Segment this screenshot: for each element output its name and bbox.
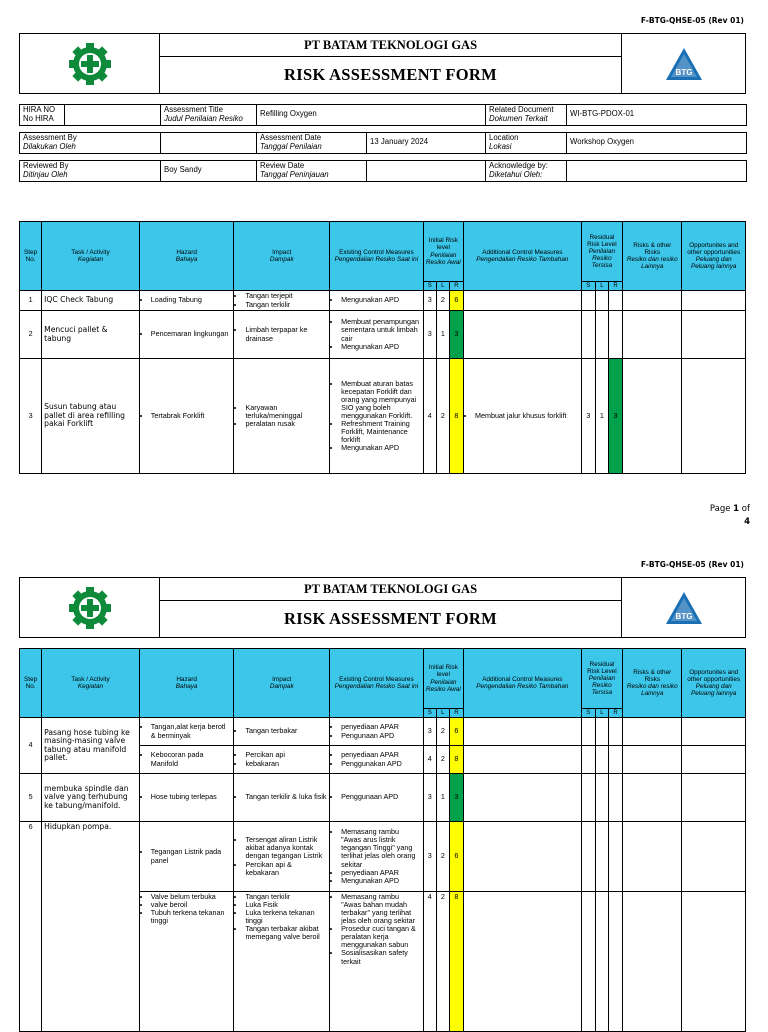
location-label: Location (489, 132, 519, 142)
col-step: Step No. (20, 222, 42, 291)
location-value: Workshop Oxygen (567, 132, 747, 153)
existing-list-item: • Pengunaan APD (341, 732, 421, 740)
col-impact: Impact Dampak (234, 222, 330, 291)
existing-list-item: • Mengunakan APD (341, 343, 421, 351)
step-no: 6 (20, 822, 42, 1032)
assessment-info (19, 104, 747, 182)
col-residual: Residual Risk Level Penilaian Resiko Tersisa (581, 222, 622, 282)
opportunities-cell (682, 746, 746, 774)
score-s: 4 (423, 746, 436, 774)
step-no: 3 (20, 359, 42, 474)
company-name-2: PT BATAM TEKNOLOGI GAS (160, 578, 621, 601)
residual-r (608, 718, 622, 746)
col-risks: Risks & other Risks Resiko dan resiko Lainnya (623, 222, 682, 291)
col-step: Step No. (20, 649, 42, 718)
score-l: 2 (436, 822, 449, 892)
impact-list-item: • kebakaran (245, 760, 327, 768)
impact-list-item: • Tangan terkilir (245, 301, 327, 309)
location-label-id: Lokasi (489, 141, 512, 151)
residual-r (608, 311, 622, 359)
table-row (20, 359, 746, 474)
btg-logo-2 (621, 578, 745, 637)
opportunities-cell (682, 311, 746, 359)
review-date-value (367, 160, 486, 181)
score-s: 3 (423, 822, 436, 892)
reviewed-by-label: Reviewed By (23, 160, 69, 170)
impact-list (236, 793, 327, 801)
opportunities-cell (682, 291, 746, 311)
risks-cell (623, 774, 682, 822)
hazard-list (142, 751, 232, 767)
residual-s (581, 892, 595, 1032)
residual-l (595, 774, 608, 822)
impact-list (236, 751, 327, 767)
risks-cell (623, 746, 682, 774)
hira-label: HIRA NO (23, 105, 56, 114)
col-task: Task / Activity Kegiatan (42, 222, 140, 291)
additional-cell (463, 892, 581, 1032)
col-rl: L (595, 709, 608, 718)
score-r: 3 (449, 311, 463, 359)
btg-logo-text-2: BTG (675, 611, 692, 621)
impact-list-item: • Percikan api (245, 751, 327, 759)
col-additional: Additional Control Measures Pengendalian Resiko Tambahan (463, 649, 581, 718)
residual-s (581, 291, 595, 311)
title-label: Assessment Title (164, 105, 223, 114)
existing-list-item: • Mengunakan APD (341, 444, 421, 452)
table-row (20, 311, 746, 359)
additional-list-item: • Membuat jalur khusus forklift (475, 412, 579, 420)
existing-list (332, 723, 421, 739)
opportunities-cell (682, 774, 746, 822)
impact-list-item: • Limbah terpapar ke drainase (245, 326, 327, 342)
date-label: Assessment Date (260, 132, 322, 142)
hazard-list-item: • Kebocoran pada Manifold (151, 751, 232, 767)
additional-cell (463, 746, 581, 774)
col-task: Task / Activity Kegiatan (42, 649, 140, 718)
acknowledge-value (567, 160, 747, 181)
form-header-2 (19, 577, 746, 638)
additional-cell (463, 718, 581, 746)
risks-cell (623, 311, 682, 359)
score-r: 8 (449, 359, 463, 474)
page-total: 4 (744, 516, 750, 527)
residual-s (581, 774, 595, 822)
hazard-list (142, 412, 232, 420)
page-number-1 (710, 503, 750, 529)
hazard-list-item: • Valve belum terbuka (151, 893, 232, 901)
col-r: R (449, 709, 463, 718)
residual-l (595, 746, 608, 774)
existing-list-item: • Mengunakan APD (341, 296, 421, 304)
score-s: 3 (423, 718, 436, 746)
existing-list-item: • Membuat penampungan sementara untuk limbah cair (341, 318, 421, 342)
impact-list-item: • Tersengat aliran Listrik akibat adanya kontak dengan tegangan Listrik (245, 836, 327, 860)
doc-label: Related Document (489, 105, 554, 114)
score-r: 8 (449, 892, 463, 1032)
existing-list (332, 893, 421, 966)
table-row (20, 291, 746, 311)
step-no: 1 (20, 291, 42, 311)
company-logo (20, 34, 160, 93)
step-no: 5 (20, 774, 42, 822)
score-l: 2 (436, 718, 449, 746)
existing-list (332, 793, 421, 801)
additional-list (466, 412, 579, 420)
assessed-by-value (161, 132, 257, 153)
form-header (19, 33, 746, 94)
existing-list-item: • Sosialisasikan safety terkait (341, 949, 421, 965)
col-rs: S (581, 282, 595, 291)
residual-r (608, 291, 622, 311)
reviewed-by-label-id: Ditinjau Oleh (23, 169, 68, 179)
score-l: 2 (436, 746, 449, 774)
residual-s (581, 311, 595, 359)
residual-s (581, 718, 595, 746)
residual-l (595, 892, 608, 1032)
score-l: 1 (436, 774, 449, 822)
residual-l: 1 (595, 359, 608, 474)
existing-list-item: • penyediaan APAR (341, 869, 421, 877)
col-initial: Initial Risk level Penilaian Resiko Awal (423, 222, 463, 282)
score-s: 4 (423, 892, 436, 1032)
btg-logo-text: BTG (675, 67, 692, 77)
col-rs: S (581, 709, 595, 718)
hira-label-id: No HIRA (23, 113, 54, 123)
residual-s (581, 746, 595, 774)
risks-cell (623, 359, 682, 474)
score-l: 2 (436, 892, 449, 1032)
impact-list (236, 727, 327, 735)
score-s: 4 (423, 359, 436, 474)
col-impact: Impact Dampak (234, 649, 330, 718)
task-cell: IQC Check Tabung (42, 291, 140, 311)
impact-list-item: • Percikan api & kebakaran (245, 861, 327, 877)
task-cell: Hidupkan pompa. (42, 822, 140, 1032)
impact-list-item: • Tangan terbakar (245, 727, 327, 735)
table-row (20, 822, 746, 892)
btg-logo (621, 34, 745, 93)
impact-list-item: • Tangan terbakar akibat memegang valve beroil (245, 925, 327, 941)
impact-list-item: • Luka Fisik (245, 901, 327, 909)
score-r: 6 (449, 718, 463, 746)
existing-list-item: • penyediaan APAR (341, 751, 421, 759)
hazard-list (142, 330, 232, 338)
residual-r: 3 (608, 359, 622, 474)
safety-gear-icon (66, 584, 114, 632)
hazard-list-item: • Hose tubing terlepas (151, 793, 232, 801)
impact-list (236, 836, 327, 876)
hazard-list-item: • Tubuh terkena tekanan tinggi (151, 909, 232, 925)
form-code-2: F-BTG-QHSE-05 (Rev 01) (640, 560, 744, 569)
table-row (20, 774, 746, 822)
hazard-list-item: • valve beroil (151, 901, 232, 909)
impact-list-item: • Luka terkena tekanan tinggi (245, 909, 327, 925)
assessed-by-label: Assessment By (23, 132, 77, 142)
impact-list (236, 326, 327, 342)
acknowledge-label: Acknowledge by: (489, 160, 548, 170)
residual-l (595, 718, 608, 746)
risks-cell (623, 822, 682, 892)
col-s: S (423, 282, 436, 291)
assessed-by-label-id: Dilakukan Oleh (23, 141, 76, 151)
existing-list-item: • Membuat aturan batas kecepatan Forklift dan orang yang mempunyai SIO yang boleh menggunakan Forklift. (341, 380, 421, 420)
existing-list-item: • penyediaan APAR (341, 723, 421, 731)
existing-list-item: • Prosedur cuci tangan & peralatan kerja menggunakan sabun (341, 925, 421, 949)
page-num: 1 (733, 504, 740, 514)
risks-cell (623, 291, 682, 311)
task-cell: Pasang hose tubing ke masing-masing valve tabung atau manifold pallet. (42, 718, 140, 774)
step-no: 4 (20, 718, 42, 774)
existing-list (332, 828, 421, 884)
residual-l (595, 291, 608, 311)
acknowledge-label-id: Diketahui Oleh: (489, 169, 543, 179)
impact-list-item: • Tangan terkilir (245, 893, 327, 901)
score-l: 2 (436, 359, 449, 474)
col-opportunities: Opportunites and other opportunities Peluang dan Peluang lainnya (682, 649, 746, 718)
col-s: S (423, 709, 436, 718)
hazard-list-item: • Tertabrak Forklift (151, 412, 232, 420)
additional-cell (463, 822, 581, 892)
col-initial: Initial Risk level Penilaian Resiko Awal (423, 649, 463, 709)
company-name: PT BATAM TEKNOLOGI GAS (160, 34, 621, 57)
risks-cell (623, 718, 682, 746)
company-logo-2 (20, 578, 160, 637)
task-cell: Susun tabung atau pallet di area refilling pakai Forklift (42, 359, 140, 474)
btg-triangle-icon (664, 46, 704, 82)
existing-list-item: • Mengunakan APD (341, 877, 421, 885)
step-no: 2 (20, 311, 42, 359)
opportunities-cell (682, 359, 746, 474)
impact-list-item: • Tangan terkilir & luka fisik (245, 793, 327, 801)
opportunities-cell (682, 892, 746, 1032)
opportunities-cell (682, 718, 746, 746)
impact-list-item: • peralatan rusak (245, 420, 327, 428)
table-row (20, 718, 746, 746)
col-hazard: Hazard Bahaya (139, 222, 234, 291)
review-date-label: Review Date (260, 160, 305, 170)
col-l: L (436, 709, 449, 718)
date-value: 13 January 2024 (367, 132, 486, 153)
hazard-list-item: • Loading Tabung (151, 296, 232, 304)
score-r: 6 (449, 822, 463, 892)
task-cell: Mencuci pallet & tabung (42, 311, 140, 359)
hazard-list (142, 793, 232, 801)
task-cell: membuka spindle dan valve yang terhubung ke tabung/manifold. (42, 774, 140, 822)
score-l: 1 (436, 311, 449, 359)
risks-cell (623, 892, 682, 1032)
impact-list (236, 292, 327, 308)
col-existing: Existing Control Measures Pengendalian Resiko Saat ini (330, 649, 424, 718)
existing-list-item: • Refreshment Training Forklift, Maintenance forklift (341, 420, 421, 444)
existing-list-item: • Penggunakan APD (341, 760, 421, 768)
hazard-list (142, 893, 232, 925)
title-value: Refilling Oxygen (257, 105, 486, 126)
col-existing: Existing Control Measures Pengendalian Resiko Saat ini (330, 222, 424, 291)
residual-r (608, 746, 622, 774)
score-s: 3 (423, 291, 436, 311)
page-of: of (741, 504, 750, 514)
hazard-list (142, 723, 232, 739)
doc-label-id: Dokumen Terkait (489, 113, 548, 123)
impact-list-item: • Tangan terjepit (245, 292, 327, 300)
col-rl: L (595, 282, 608, 291)
form-title-2: RISK ASSESSMENT FORM (284, 609, 497, 628)
title-label-id: Judul Penilaian Resiko (164, 113, 243, 123)
existing-list (332, 380, 421, 453)
score-l: 2 (436, 291, 449, 311)
col-hazard: Hazard Bahaya (139, 649, 234, 718)
hazard-list-item: • Tegangan Listrik pada panel (151, 848, 232, 864)
impact-list (236, 893, 327, 941)
col-opportunities: Opportunites and other opportunities Peluang dan Peluang lainnya (682, 222, 746, 291)
page-label: Page (709, 504, 731, 514)
residual-s (581, 822, 595, 892)
impact-list (236, 404, 327, 428)
score-r: 3 (449, 774, 463, 822)
col-rr: R (608, 709, 622, 718)
hazard-list (142, 848, 232, 864)
residual-s: 3 (581, 359, 595, 474)
opportunities-cell (682, 822, 746, 892)
col-r: R (449, 282, 463, 291)
risk-table-page-2 (19, 648, 746, 1032)
hazard-list-item: • Tangan,alat kerja berotl & berminyak (151, 723, 232, 739)
residual-r (608, 892, 622, 1032)
score-r: 8 (449, 746, 463, 774)
form-code: F-BTG-QHSE-05 (Rev 01) (640, 16, 744, 25)
doc-value: WI-BTG-PDOX-01 (567, 105, 747, 126)
date-label-id: Tanggal Penilaian (260, 141, 322, 151)
existing-list-item: • Memasang rambu "Awas bahan mudah terbakar" yang terlihat jelas oleh orang sekitar (341, 893, 421, 925)
btg-triangle-icon (664, 590, 704, 626)
existing-list (332, 296, 421, 304)
score-r: 6 (449, 291, 463, 311)
col-l: L (436, 282, 449, 291)
existing-list-item: • Memasang rambu "Awas arus listrik tegangan Tinggi" yang terlihat jelas oleh orang sekitar (341, 828, 421, 868)
hira-value (65, 105, 161, 126)
safety-gear-icon (66, 40, 114, 88)
hazard-list (142, 296, 232, 304)
existing-list (332, 318, 421, 350)
score-s: 3 (423, 774, 436, 822)
col-additional: Additional Control Measures Pengendalian Resiko Tambahan (463, 222, 581, 291)
form-title: RISK ASSESSMENT FORM (284, 65, 497, 84)
residual-r (608, 822, 622, 892)
col-rr: R (608, 282, 622, 291)
col-residual: Residual Risk Level Penilaian Resiko Tersisa (581, 649, 622, 709)
review-date-label-id: Tanggal Peninjauan (260, 169, 329, 179)
col-risks: Risks & other Risks Resiko dan resiko Lainnya (623, 649, 682, 718)
residual-r (608, 774, 622, 822)
residual-l (595, 822, 608, 892)
reviewed-by-value: Boy Sandy (161, 160, 257, 181)
score-s: 3 (423, 311, 436, 359)
risk-table-page-1 (19, 221, 746, 474)
existing-list-item: • Penggunaan APD (341, 793, 421, 801)
impact-list-item: • Karyawan terluka/meninggal (245, 404, 327, 420)
residual-l (595, 311, 608, 359)
existing-list (332, 751, 421, 767)
additional-cell (463, 774, 581, 822)
hazard-list-item: • Pencemaran lingkungan (151, 330, 232, 338)
